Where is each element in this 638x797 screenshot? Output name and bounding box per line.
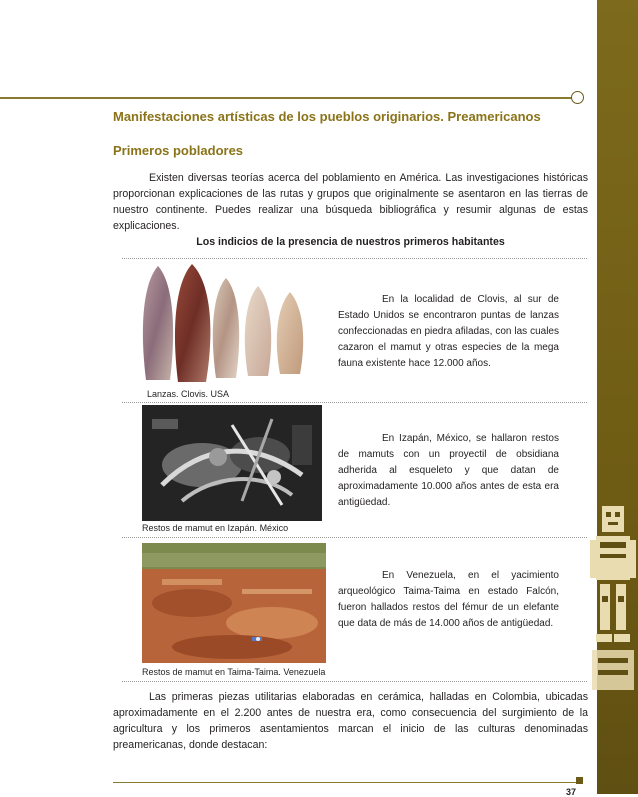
divider <box>122 258 587 259</box>
header-circle-ornament <box>571 91 584 104</box>
footer-rule <box>113 782 576 783</box>
description-text: En la localidad de Clovis, al sur de Estado Unidos se encontraron puntas de lanzas confeccionadas en piedra afiladas, con las cuales cazaron el mamut y otras especies de la mega fauna existente hace 12.000 años. <box>338 294 559 369</box>
closing-text: Las primeras piezas utilitarias elaboradas en cerámica, halladas en Colombia, ubicadas aproximadamente en el 2.200 antes de nuestra era, como consecuencia del surgimiento de la agricultura y los primeros asentamientos marcan el inicio de las culturas denominadas preamericanas, donde destacan: <box>113 691 588 751</box>
photo-caption: Restos de mamut en Taima-Taima. Venezuela <box>142 667 326 677</box>
item-description <box>338 568 559 632</box>
clovis-spear-points-photo <box>140 262 312 388</box>
subsection-title: Primeros pobladores <box>113 143 244 158</box>
indigenous-figure-icon <box>588 500 638 700</box>
description-text: En Venezuela, en el yacimiento arqueológico Taima-Taima en estado Falcón, fueron hallados restos del fémur de un elefante que data de más de 14.000 años de antigüedad. <box>338 570 559 629</box>
figure-caption: Los indicios de la presencia de nuestros primeros habitantes <box>196 236 505 248</box>
divider <box>122 402 587 403</box>
page-marker-square <box>576 777 583 784</box>
divider <box>122 681 587 682</box>
item-description <box>338 292 559 372</box>
intro-text: Existen diversas teorías acerca del poblamiento en América. Las investigaciones históricas proporcionan explicaciones de las rutas y grupos que originalmente se asentaron en las tierras de nuestro continente. Puedes realizar una búsqueda bibliográfica y resumir algunas de estas explicaciones. <box>113 172 588 232</box>
closing-paragraph <box>113 689 588 753</box>
divider <box>122 537 587 538</box>
intro-paragraph <box>113 170 588 234</box>
header-rule <box>0 97 576 99</box>
section-title: Manifestaciones artísticas de los pueblos originarios. Preamericanos <box>113 109 541 124</box>
page-number: 37 <box>566 787 577 797</box>
taima-taima-excavation-photo <box>142 543 326 663</box>
mammoth-remains-izapan-photo <box>142 405 322 521</box>
photo-caption: Lanzas. Clovis. USA <box>147 389 230 399</box>
item-description <box>338 431 559 511</box>
photo-caption: Restos de mamut en Izapán. México <box>142 523 289 533</box>
description-text: En Izapán, México, se hallaron restos de mamuts con un proyectil de obsidiana adherida al esqueleto y que datan de aproximadamente 10.000 años antes de esta era antigüedad. <box>338 433 559 508</box>
